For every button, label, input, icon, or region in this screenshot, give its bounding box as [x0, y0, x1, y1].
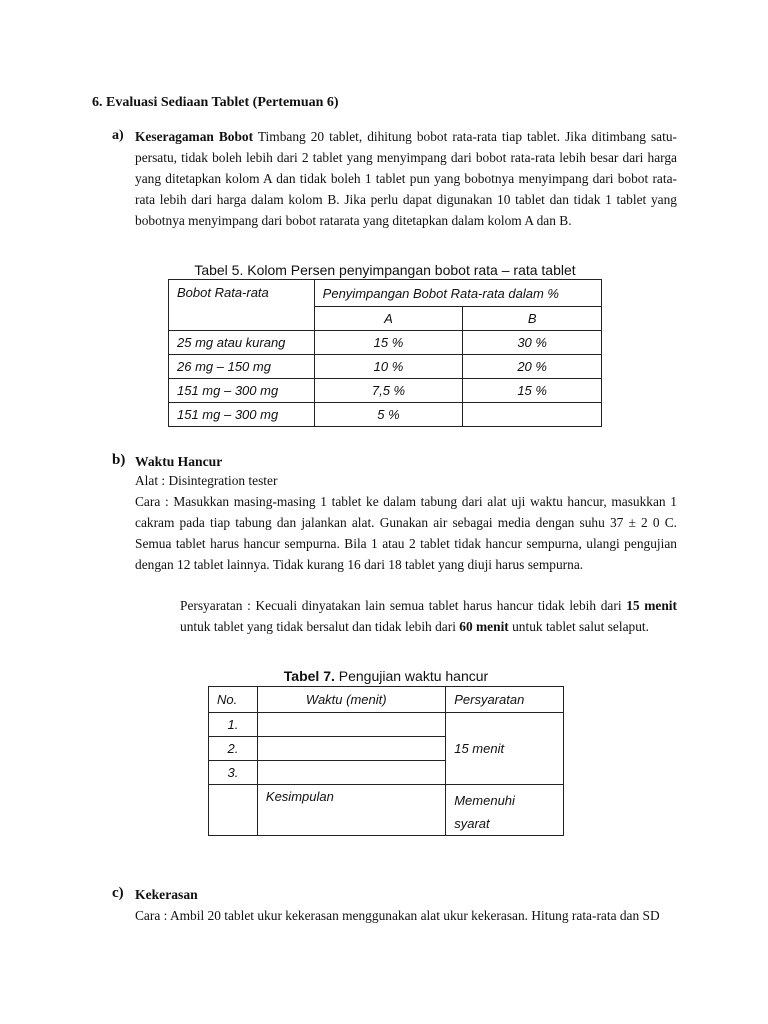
table-row: [169, 355, 602, 379]
table-row: [169, 331, 602, 355]
part-a-label: a): [112, 128, 124, 143]
persyaratan-15-menit: 15 menit: [626, 598, 677, 613]
part-b-alat: Alat : Disintegration tester: [135, 473, 278, 488]
table-row: [209, 713, 564, 737]
part-a-text: Timbang 20 tablet, dihitung bobot rata-rata tiap tablet. Jika ditimbang satu-persatu, tidak boleh lebih dari 2 tablet yang menyimpang dari bobot rata-rata lebih besar dari harga yang ditetapkan kolom A dan tidak boleh 1 tablet pun yang bobotnya menyimpang dari bobot rata-rata lebih dari harga dalam kolom B. Jika perlu dapat digunakan 10 tablet dan tidak 1 tablet yang bobotnya menyimpang dari bobot ratarata yang ditetapkan dalam kolom A dan B.: [135, 129, 678, 228]
table5-cell-b: 30 %: [463, 331, 602, 355]
table7-cell-syarat: 15 menit: [446, 713, 564, 785]
part-b-label: b): [112, 452, 126, 468]
section-title: 6. Evaluasi Sediaan Tablet (Pertemuan 6): [92, 95, 339, 110]
table7-cell-no: 2.: [209, 737, 258, 761]
part-a-paragraph: [135, 126, 677, 231]
table7-header-persyaratan: Persyaratan: [446, 687, 564, 713]
part-c-cara: Cara : Ambil 20 tablet ukur kekerasan menggunakan alat ukur kekerasan. Hitung rata-rata dan SD: [135, 908, 660, 923]
table5-header-penyimpangan: Penyimpangan Bobot Rata-rata dalam %: [314, 280, 601, 307]
table5: [168, 279, 602, 427]
table5-header-a: A: [314, 307, 463, 331]
table5-header-b: B: [463, 307, 602, 331]
table5-caption: Tabel 5. Kolom Persen penyimpangan bobot rata – rata tablet: [194, 262, 576, 278]
table5-header-bobot: Bobot Rata-rata: [169, 280, 315, 331]
table7-cell-no: 3.: [209, 761, 258, 785]
memenuhi-line-1: Memenuhi: [454, 793, 515, 808]
persyaratan-60-menit: 60 menit: [459, 619, 509, 634]
part-b-cara: Cara : Masukkan masing-masing 1 tablet ke dalam tabung dari alat uji waktu hancur, masukkan 1 cakram pada tiap tabung dan jalankan alat. Gunakan air sebagai media dengan suhu 37 ± 2 0 C. Semua tablet harus hancur sempurna. Bila 1 atau 2 tablet tidak hancur sempurna, ulangi pengujian dengan 12 tablet lainnya. Tidak kurang 16 dari 18 tablet yang diuji harus sempurna.: [135, 494, 677, 572]
table7-kesimpulan: Kesimpulan: [257, 785, 445, 836]
table5-cell-bobot: 151 mg – 300 mg: [169, 403, 315, 427]
table5-cell-bobot: 151 mg – 300 mg: [169, 379, 315, 403]
table7-header-no: No.: [209, 687, 258, 713]
table7-cell-waktu: [257, 761, 445, 785]
table-row: [209, 785, 564, 836]
table-row: [169, 379, 602, 403]
table5-cell-a: 5 %: [314, 403, 463, 427]
part-a-heading: Keseragaman Bobot: [135, 129, 254, 144]
table5-cell-a: 15 %: [314, 331, 463, 355]
table5-cell-b: 15 %: [463, 379, 602, 403]
table-row: [169, 403, 602, 427]
table5-cell-b: [463, 403, 602, 427]
persyaratan-text-2: untuk tablet yang tidak bersalut dan tidak lebih dari: [180, 619, 456, 634]
table5-cell-a: 7,5 %: [314, 379, 463, 403]
table7-cell-waktu: [257, 737, 445, 761]
table5-cell-bobot: 25 mg atau kurang: [169, 331, 315, 355]
table7-memenuhi-syarat: [446, 785, 564, 836]
memenuhi-line-2: syarat: [454, 816, 490, 831]
persyaratan-text-3: untuk tablet salut selaput.: [512, 619, 649, 634]
table5-cell-bobot: 26 mg – 150 mg: [169, 355, 315, 379]
persyaratan-text-1: Persyaratan : Kecuali dinyatakan lain semua tablet harus hancur tidak lebih dari: [180, 598, 622, 613]
table7-caption: [208, 667, 564, 685]
part-c-label: c): [112, 885, 124, 901]
table7-caption-title: Pengujian waktu hancur: [338, 668, 489, 684]
table7-cell-waktu: [257, 713, 445, 737]
part-b-persyaratan: [180, 595, 677, 637]
table7-cell-empty: [209, 785, 258, 836]
table7-header-waktu: Waktu (menit): [257, 687, 445, 713]
table7: [208, 686, 564, 836]
table7-cell-no: 1.: [209, 713, 258, 737]
part-c-heading: Kekerasan: [135, 887, 198, 902]
table5-cell-b: 20 %: [463, 355, 602, 379]
part-b-heading: Waktu Hancur: [135, 454, 223, 469]
table5-cell-a: 10 %: [314, 355, 463, 379]
table7-caption-number: Tabel 7.: [283, 668, 335, 684]
